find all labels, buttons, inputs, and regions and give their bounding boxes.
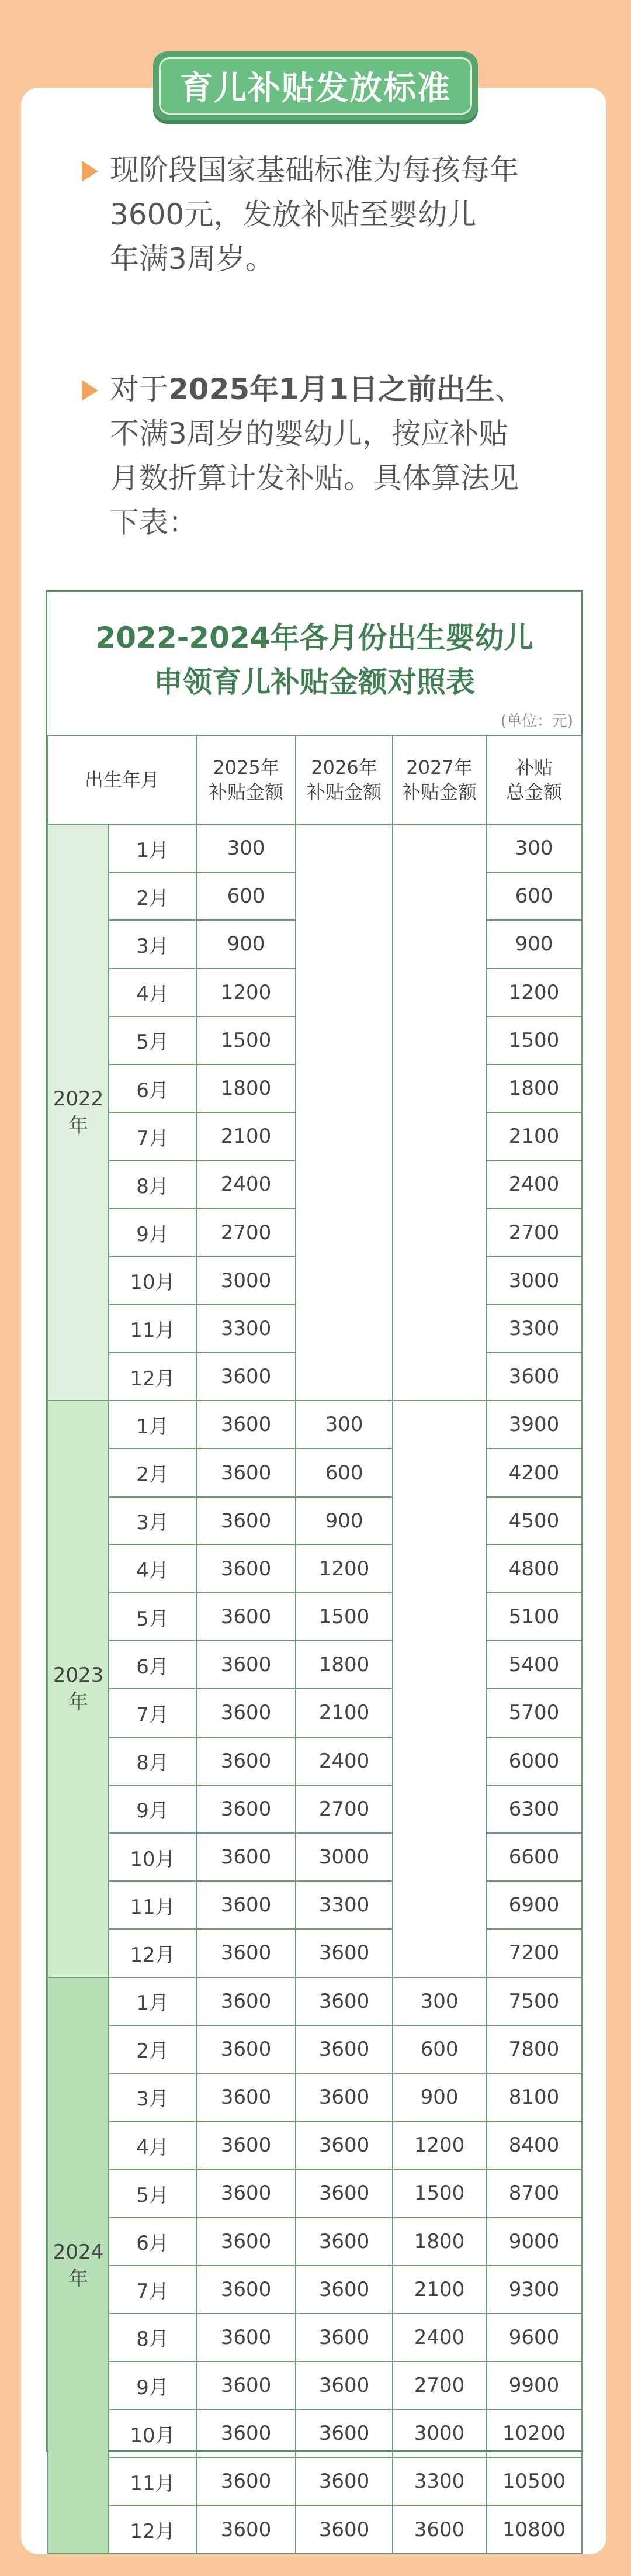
total-cell: 8100	[486, 2073, 582, 2121]
table-title-line-2: 申领育儿补贴金额对照表	[154, 665, 475, 699]
header-2026	[296, 735, 393, 824]
amount-2027-cell: 2700	[393, 2361, 486, 2409]
total-cell: 1800	[486, 1064, 582, 1112]
month-cell: 4月	[109, 2121, 196, 2169]
amount-2025-cell: 3600	[196, 1401, 296, 1448]
total-cell: 8400	[486, 2121, 582, 2169]
total-cell: 2400	[486, 1160, 582, 1208]
bullet-2-bold-date: 2025年1月1日之前出生	[168, 372, 495, 406]
month-cell: 3月	[109, 920, 196, 968]
amount-2025-cell: 3600	[196, 1448, 296, 1496]
month-cell: 7月	[109, 1112, 196, 1160]
amount-2025-cell: 3600	[196, 1545, 296, 1593]
total-cell: 10200	[486, 2409, 582, 2457]
total-cell: 4500	[486, 1497, 582, 1545]
month-cell: 8月	[109, 1737, 196, 1785]
month-cell: 12月	[109, 2506, 196, 2554]
amount-2027-cell: 900	[393, 2073, 486, 2121]
amount-2026-cell: 3600	[296, 2025, 393, 2073]
amount-2027-cell: 1200	[393, 2121, 486, 2169]
table-row	[48, 1497, 582, 1545]
total-cell: 2700	[486, 1209, 582, 1257]
amount-2026-cell: 2400	[296, 1737, 393, 1785]
header-2026-line-1: 2026年	[311, 756, 377, 779]
total-cell: 2100	[486, 1112, 582, 1160]
total-cell: 6300	[486, 1785, 582, 1833]
amount-2026-cell: 2100	[296, 1689, 393, 1737]
year-number: 2023	[53, 1664, 104, 1688]
amount-2026-cell: 3600	[296, 2073, 393, 2121]
amount-2025-cell: 1800	[196, 1064, 296, 1112]
month-cell: 9月	[109, 2361, 196, 2409]
total-cell: 9000	[486, 2217, 582, 2265]
header-2025-line-1: 2025年	[213, 756, 279, 779]
amount-2027-cell: 2100	[393, 2266, 486, 2314]
month-cell: 7月	[109, 1689, 196, 1737]
amount-2025-cell: 3600	[196, 2314, 296, 2361]
total-cell: 1200	[486, 969, 582, 1016]
amount-2025-cell: 3600	[196, 2506, 296, 2554]
table-row	[48, 2506, 582, 2554]
total-cell: 8700	[486, 2169, 582, 2217]
header-2025	[196, 735, 296, 824]
month-cell: 3月	[109, 1497, 196, 1545]
total-cell: 4200	[486, 1448, 582, 1496]
month-cell: 6月	[109, 1641, 196, 1689]
table-row	[48, 2266, 582, 2314]
table-row	[48, 1641, 582, 1689]
bullet-2-text: 、	[494, 372, 524, 406]
amount-2025-cell: 3600	[196, 1977, 296, 2025]
total-cell: 6000	[486, 1737, 582, 1785]
amount-2026-cell: 3600	[296, 2409, 393, 2457]
amount-2026-cell: 300	[296, 1401, 393, 1448]
bullet-paragraph-1	[110, 148, 612, 281]
table-row	[48, 1448, 582, 1496]
amount-2025-cell: 3600	[196, 1833, 296, 1881]
amount-2025-cell: 3600	[196, 2121, 296, 2169]
month-cell: 9月	[109, 1785, 196, 1833]
total-cell: 3300	[486, 1305, 582, 1353]
amount-2025-cell: 3600	[196, 2457, 296, 2505]
header-2025-line-2: 补贴金额	[209, 781, 284, 803]
table-header-row	[48, 735, 582, 824]
month-cell: 5月	[109, 2169, 196, 2217]
total-cell: 7800	[486, 2025, 582, 2073]
year-cell	[48, 1977, 109, 2554]
total-cell: 6900	[486, 1881, 582, 1929]
month-cell: 4月	[109, 1545, 196, 1593]
amount-2025-cell: 3600	[196, 1689, 296, 1737]
amount-2026-cell: 3000	[296, 1833, 393, 1881]
page-title: 育儿补贴发放标准	[159, 57, 472, 115]
amount-2026-cell: 3600	[296, 1977, 393, 2025]
amount-2025-cell: 3600	[196, 2169, 296, 2217]
month-cell: 2月	[109, 872, 196, 920]
header-2027-line-1: 2027年	[406, 756, 473, 779]
table-row	[48, 2025, 582, 2073]
year-suffix: 年	[68, 1114, 88, 1138]
amount-2026-cell: 900	[296, 1497, 393, 1545]
amount-2025-cell: 3600	[196, 2361, 296, 2409]
month-cell: 1月	[109, 1977, 196, 2025]
amount-2025-cell: 3600	[196, 1785, 296, 1833]
amount-2025-cell: 3600	[196, 1353, 296, 1401]
amount-2025-cell: 3600	[196, 1497, 296, 1545]
table-row	[48, 2457, 582, 2505]
month-cell: 6月	[109, 2217, 196, 2265]
empty-amount-2027-cell	[393, 824, 486, 1401]
amount-2025-cell: 1200	[196, 969, 296, 1016]
title-badge	[153, 51, 478, 120]
year-cell	[48, 1401, 109, 1977]
table-row	[48, 1785, 582, 1833]
total-cell: 10500	[486, 2457, 582, 2505]
amount-2026-cell: 1500	[296, 1593, 393, 1641]
amount-2026-cell: 3300	[296, 1881, 393, 1929]
total-cell: 600	[486, 872, 582, 920]
amount-2025-cell: 3600	[196, 1641, 296, 1689]
bullet-2-line-4: 下表：	[110, 506, 197, 540]
amount-2026-cell: 3600	[296, 2457, 393, 2505]
amount-2026-cell: 3600	[296, 1929, 393, 1977]
total-cell: 3900	[486, 1401, 582, 1448]
month-cell: 1月	[109, 1401, 196, 1448]
month-cell: 11月	[109, 1881, 196, 1929]
amount-2025-cell: 3600	[196, 1881, 296, 1929]
month-cell: 1月	[109, 824, 196, 872]
year-suffix: 年	[68, 2267, 88, 2291]
header-2027-line-2: 补贴金额	[402, 781, 477, 803]
amount-2026-cell: 1200	[296, 1545, 393, 1593]
table-row	[48, 1401, 582, 1448]
amount-2026-cell: 1800	[296, 1641, 393, 1689]
amount-2025-cell: 600	[196, 872, 296, 920]
bullet-arrow-icon	[82, 161, 98, 182]
month-cell: 12月	[109, 1929, 196, 1977]
bullet-1-line-1: 现阶段国家基础标准为每孩每年	[110, 153, 519, 187]
amount-2025-cell: 2100	[196, 1112, 296, 1160]
total-cell: 9600	[486, 2314, 582, 2361]
amount-2025-cell: 3600	[196, 2409, 296, 2457]
amount-2027-cell: 3600	[393, 2506, 486, 2554]
amount-2027-cell: 600	[393, 2025, 486, 2073]
amount-2027-cell: 1800	[393, 2217, 486, 2265]
month-cell: 10月	[109, 2409, 196, 2457]
month-cell: 12月	[109, 1353, 196, 1401]
header-total-line-2: 总金额	[506, 781, 563, 803]
table-row	[48, 2121, 582, 2169]
month-cell: 8月	[109, 1160, 196, 1208]
table-row	[48, 1737, 582, 1785]
total-cell: 10800	[486, 2506, 582, 2554]
header-total	[486, 735, 582, 824]
month-cell: 7月	[109, 2266, 196, 2314]
bullet-1-line-2: 3600元，发放补贴至婴幼儿	[110, 198, 477, 231]
amount-2025-cell: 1500	[196, 1016, 296, 1064]
table-row	[48, 1593, 582, 1641]
header-total-line-1: 补贴	[515, 756, 553, 779]
table-row	[48, 1689, 582, 1737]
bullet-2-text: 对于	[110, 372, 168, 406]
amount-2027-cell: 2400	[393, 2314, 486, 2361]
month-cell: 5月	[109, 1016, 196, 1064]
table-row	[48, 2409, 582, 2457]
month-cell: 5月	[109, 1593, 196, 1641]
amount-2025-cell: 900	[196, 920, 296, 968]
amount-2026-cell: 600	[296, 1448, 393, 1496]
total-cell: 5100	[486, 1593, 582, 1641]
amount-2025-cell: 3600	[196, 1737, 296, 1785]
month-cell: 3月	[109, 2073, 196, 2121]
amount-2025-cell: 300	[196, 824, 296, 872]
bullet-2-line-2: 不满3周岁的婴幼儿，按应补贴	[110, 417, 508, 451]
month-cell: 2月	[109, 2025, 196, 2073]
table-row	[48, 2361, 582, 2409]
table-row	[48, 824, 582, 872]
month-cell: 10月	[109, 1833, 196, 1881]
amount-2026-cell: 2700	[296, 1785, 393, 1833]
month-cell: 8月	[109, 2314, 196, 2361]
amount-2027-cell: 3300	[393, 2457, 486, 2505]
total-cell: 4800	[486, 1545, 582, 1593]
total-cell: 5700	[486, 1689, 582, 1737]
amount-2025-cell: 3600	[196, 2073, 296, 2121]
month-cell: 10月	[109, 1257, 196, 1305]
subsidy-table-container	[46, 590, 583, 2544]
total-cell: 9900	[486, 2361, 582, 2409]
table-body	[48, 824, 582, 2554]
bullet-arrow-icon	[82, 380, 98, 401]
table-row	[48, 2217, 582, 2265]
month-cell: 9月	[109, 1209, 196, 1257]
amount-2026-cell: 3600	[296, 2217, 393, 2265]
amount-2025-cell: 3600	[196, 1929, 296, 1977]
table-row	[48, 1929, 582, 1977]
month-cell: 11月	[109, 2457, 196, 2505]
empty-amount-2027-cell	[393, 1401, 486, 1977]
amount-2025-cell: 3600	[196, 2266, 296, 2314]
amount-2026-cell: 3600	[296, 2314, 393, 2361]
table-row	[48, 2314, 582, 2361]
year-number: 2024	[53, 2240, 104, 2264]
table-row	[48, 1833, 582, 1881]
amount-2025-cell: 3000	[196, 1257, 296, 1305]
total-cell: 3000	[486, 1257, 582, 1305]
amount-2025-cell: 3600	[196, 2025, 296, 2073]
total-cell: 7200	[486, 1929, 582, 1977]
amount-2026-cell: 3600	[296, 2169, 393, 2217]
year-number: 2022	[53, 1087, 104, 1111]
amount-2026-cell: 3600	[296, 2266, 393, 2314]
header-birth-month: 出生年月	[48, 735, 196, 824]
amount-2025-cell: 3300	[196, 1305, 296, 1353]
empty-amount-2026-cell	[296, 824, 393, 1401]
amount-2027-cell: 1500	[393, 2169, 486, 2217]
total-cell: 900	[486, 920, 582, 968]
amount-2027-cell: 300	[393, 1977, 486, 2025]
unit-label: (单位：元)	[500, 713, 573, 730]
amount-2026-cell: 3600	[296, 2506, 393, 2554]
amount-2025-cell: 3600	[196, 2217, 296, 2265]
month-cell: 4月	[109, 969, 196, 1016]
table-row	[48, 1545, 582, 1593]
table-row	[48, 1977, 582, 2025]
amount-2025-cell: 2700	[196, 1209, 296, 1257]
total-cell: 7500	[486, 1977, 582, 2025]
amount-2026-cell: 3600	[296, 2361, 393, 2409]
subsidy-table	[47, 735, 583, 2554]
header-2027	[393, 735, 486, 824]
table-title-line-1: 2022-2024年各月份出生婴幼儿	[95, 621, 533, 655]
month-cell: 6月	[109, 1064, 196, 1112]
amount-2027-cell: 3000	[393, 2409, 486, 2457]
month-cell: 2月	[109, 1448, 196, 1496]
bullet-paragraph-2	[110, 367, 612, 545]
month-cell: 11月	[109, 1305, 196, 1353]
amount-2025-cell: 3600	[196, 1593, 296, 1641]
amount-2025-cell: 2400	[196, 1160, 296, 1208]
total-cell: 5400	[486, 1641, 582, 1689]
total-cell: 300	[486, 824, 582, 872]
total-cell: 6600	[486, 1833, 582, 1881]
table-row	[48, 1881, 582, 1929]
year-cell	[48, 824, 109, 1401]
amount-2026-cell: 3600	[296, 2121, 393, 2169]
table-row	[48, 2169, 582, 2217]
bullet-2-line-1	[110, 367, 612, 412]
bullet-1-line-3: 年满3周岁。	[110, 242, 275, 276]
total-cell: 3600	[486, 1353, 582, 1401]
total-cell: 9300	[486, 2266, 582, 2314]
year-suffix: 年	[68, 1690, 88, 1714]
total-cell: 1500	[486, 1016, 582, 1064]
header-2026-line-2: 补贴金额	[307, 781, 382, 803]
table-row	[48, 2073, 582, 2121]
bullet-2-line-3: 月数折算计发补贴。具体算法见	[110, 461, 519, 495]
